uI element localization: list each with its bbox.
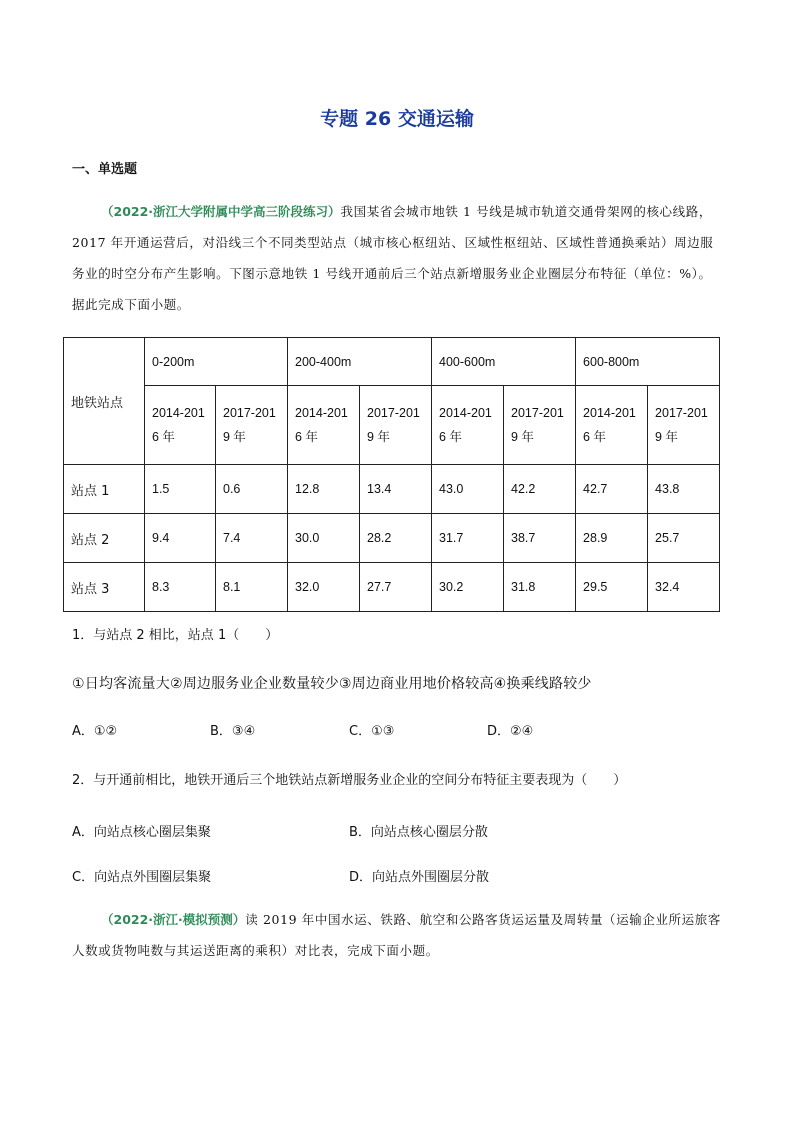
value-cell: 7.4: [216, 514, 288, 563]
question-1-statements: ①日均客流量大②周边服务业企业数量较少③周边商业用地价格较高④换乘线路较少: [72, 676, 592, 692]
table-row: [64, 563, 720, 612]
value-cell: 30.2: [432, 563, 504, 612]
period-header: 2014-201 6 年: [432, 386, 504, 465]
q1-choice-a[interactable]: A．①②: [72, 724, 118, 739]
value-cell: 25.7: [648, 514, 720, 563]
table-row: [64, 514, 720, 563]
q1-choice-b[interactable]: B．③④: [210, 724, 256, 739]
period-header: 2017-201 9 年: [360, 386, 432, 465]
value-cell: 28.2: [360, 514, 432, 563]
period-header: 2017-201 9 年: [504, 386, 576, 465]
q2-choice-d[interactable]: D．向站点外围圈层分散: [349, 870, 490, 885]
value-cell: 38.7: [504, 514, 576, 563]
passage-2-text: 读 2019 年中国水运、铁路、航空和公路客货运运量及周转量（运输企业所运旅客人数或货物吨数与其运送距离的乘积）对比表，完成下面小题。: [72, 912, 721, 958]
value-cell: 28.9: [576, 514, 648, 563]
zone-header: 200-400m: [288, 338, 432, 386]
station-cell: 站点 3: [64, 563, 145, 612]
value-cell: 12.8: [288, 465, 360, 514]
period-header: 2014-201 6 年: [576, 386, 648, 465]
value-cell: 13.4: [360, 465, 432, 514]
period-header: 2014-201 6 年: [145, 386, 216, 465]
value-cell: 42.7: [576, 465, 648, 514]
value-cell: 43.8: [648, 465, 720, 514]
question-2-stem: 2．与开通前相比，地铁开通后三个地铁站点新增服务业企业的空间分布特征主要表现为（ ）: [72, 773, 627, 788]
value-cell: 29.5: [576, 563, 648, 612]
value-cell: 8.3: [145, 563, 216, 612]
q1-choice-d[interactable]: D．②④: [487, 724, 534, 739]
page-title: 专题 26 交通运输: [320, 108, 474, 130]
period-header: 2017-201 9 年: [216, 386, 288, 465]
zone-header: 0-200m: [145, 338, 288, 386]
value-cell: 32.0: [288, 563, 360, 612]
value-cell: 27.7: [360, 563, 432, 612]
row-header-cell: 地铁站点: [64, 338, 145, 465]
value-cell: 9.4: [145, 514, 216, 563]
value-cell: 0.6: [216, 465, 288, 514]
value-cell: 30.0: [288, 514, 360, 563]
q2-choice-c[interactable]: C．向站点外围圈层集聚: [72, 870, 212, 885]
value-cell: 31.7: [432, 514, 504, 563]
period-header-row: [64, 386, 720, 465]
passage-1: [72, 196, 724, 320]
table-header-row: [64, 338, 720, 386]
q2-choice-a[interactable]: A．向站点核心圈层集聚: [72, 825, 211, 840]
period-header: 2017-201 9 年: [648, 386, 720, 465]
passage-1-source: （2022·浙江大学附属中学高三阶段练习）: [101, 204, 341, 219]
passage-1-text: 我国某省会城市地铁 1 号线是城市轨道交通骨架网的核心线路，2017 年开通运营后，对沿线三个不同类型站点（城市核心枢纽站、区域性枢纽站、区域性普通换乘站）周边服务业的时空分布产生影响。下图示意地铁 1 号线开通前后三个站点新增服务业企业圈层分布特征（单位：%）。据此完成下面小题。: [72, 204, 714, 312]
zone-header: 600-800m: [576, 338, 720, 386]
q1-choice-c[interactable]: C．①③: [349, 724, 395, 739]
question-1-stem: 1．与站点 2 相比，站点 1（ ）: [72, 628, 279, 643]
value-cell: 32.4: [648, 563, 720, 612]
value-cell: 42.2: [504, 465, 576, 514]
section-heading: 一、单选题: [72, 162, 138, 177]
period-header: 2014-201 6 年: [288, 386, 360, 465]
value-cell: 1.5: [145, 465, 216, 514]
passage-2: [72, 904, 724, 966]
data-table: [63, 337, 720, 612]
table-row: [64, 465, 720, 514]
zone-header: 400-600m: [432, 338, 576, 386]
value-cell: 43.0: [432, 465, 504, 514]
q2-choice-b[interactable]: B．向站点核心圈层分散: [349, 825, 488, 840]
value-cell: 8.1: [216, 563, 288, 612]
station-cell: 站点 2: [64, 514, 145, 563]
value-cell: 31.8: [504, 563, 576, 612]
passage-2-source: （2022·浙江·模拟预测）: [101, 912, 246, 927]
station-cell: 站点 1: [64, 465, 145, 514]
